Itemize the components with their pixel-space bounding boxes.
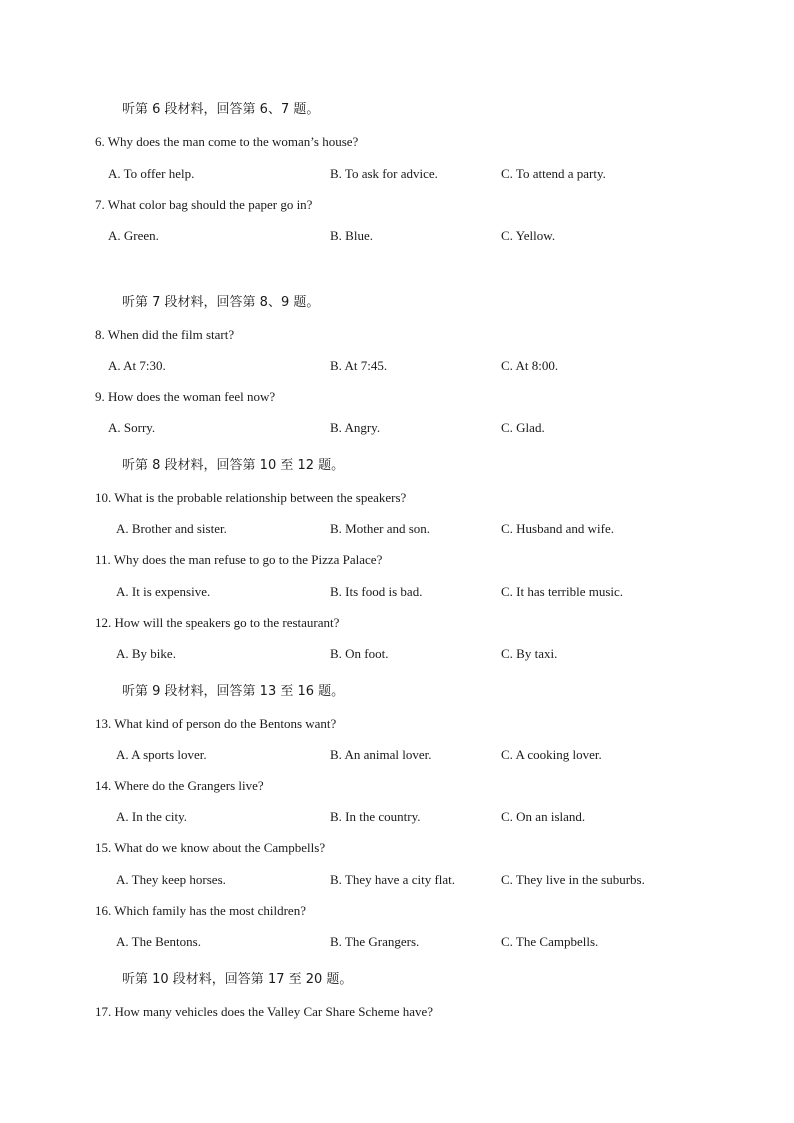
question-10-option-c: C. Husband and wife. [501, 521, 615, 536]
question-13-option-c: C. A cooking lover. [501, 747, 602, 762]
question-9-option-a: A. Sorry. [108, 420, 156, 435]
question-8-option-b: B. At 7:45. [330, 358, 388, 373]
question-11-option-a: A. It is expensive. [116, 584, 211, 599]
question-8-option-c: C. At 8:00. [501, 358, 559, 373]
question-11: 11. Why does the man refuse to go to the Pizza Palace? [95, 552, 383, 567]
question-14: 14. Where do the Grangers live? [95, 778, 264, 793]
question-6: 6. Why does the man come to the woman’s house? [95, 134, 359, 149]
section-heading-7: 听第 7 段材料，回答第 8、9 题。 [122, 295, 320, 310]
question-8-option-a: A. At 7:30. [108, 358, 166, 373]
question-16-option-b: B. The Grangers. [330, 934, 420, 949]
question-7: 7. What color bag should the paper go in? [95, 197, 313, 212]
question-10: 10. What is the probable relationship between the speakers? [95, 490, 407, 505]
question-13-option-b: B. An animal lover. [330, 747, 432, 762]
question-16: 16. Which family has the most children? [95, 903, 306, 918]
question-12-option-a: A. By bike. [116, 646, 176, 661]
question-9-option-b: B. Angry. [330, 420, 381, 435]
question-10-option-a: A. Brother and sister. [116, 521, 227, 536]
question-12-option-c: C. By taxi. [501, 646, 558, 661]
section-heading-9: 听第 9 段材料，回答第 13 至 16 题。 [122, 684, 345, 699]
question-12: 12. How will the speakers go to the restaurant? [95, 615, 340, 630]
question-12-option-b: B. On foot. [330, 646, 389, 661]
question-7-option-c: C. Yellow. [501, 228, 556, 243]
question-9: 9. How does the woman feel now? [95, 389, 276, 404]
question-14-option-c: C. On an island. [501, 809, 586, 824]
question-13-option-a: A. A sports lover. [116, 747, 207, 762]
question-13: 13. What kind of person do the Bentons want? [95, 716, 337, 731]
question-15: 15. What do we know about the Campbells? [95, 840, 326, 855]
question-9-option-c: C. Glad. [501, 420, 545, 435]
question-17: 17. How many vehicles does the Valley Car Share Scheme have? [95, 1004, 434, 1019]
question-6-option-c: C. To attend a party. [501, 166, 606, 181]
question-6-option-b: B. To ask for advice. [330, 166, 438, 181]
question-7-option-b: B. Blue. [330, 228, 373, 243]
question-16-option-c: C. The Campbells. [501, 934, 599, 949]
question-15-option-c: C. They live in the suburbs. [501, 872, 645, 887]
question-16-option-a: A. The Bentons. [116, 934, 201, 949]
question-10-option-b: B. Mother and son. [330, 521, 431, 536]
question-15-option-a: A. They keep horses. [116, 872, 226, 887]
question-14-option-a: A. In the city. [116, 809, 187, 824]
question-8: 8. When did the film start? [95, 327, 235, 342]
question-14-option-b: B. In the country. [330, 809, 421, 824]
question-15-option-b: B. They have a city flat. [330, 872, 456, 887]
question-11-option-b: B. Its food is bad. [330, 584, 423, 599]
question-11-option-c: C. It has terrible music. [501, 584, 624, 599]
section-heading-6: 听第 6 段材料，回答第 6、7 题。 [122, 102, 320, 117]
section-heading-10: 听第 10 段材料，回答第 17 至 20 题。 [122, 972, 353, 987]
question-7-option-a: A. Green. [108, 228, 159, 243]
section-heading-8: 听第 8 段材料，回答第 10 至 12 题。 [122, 458, 345, 473]
question-6-option-a: A. To offer help. [108, 166, 195, 181]
